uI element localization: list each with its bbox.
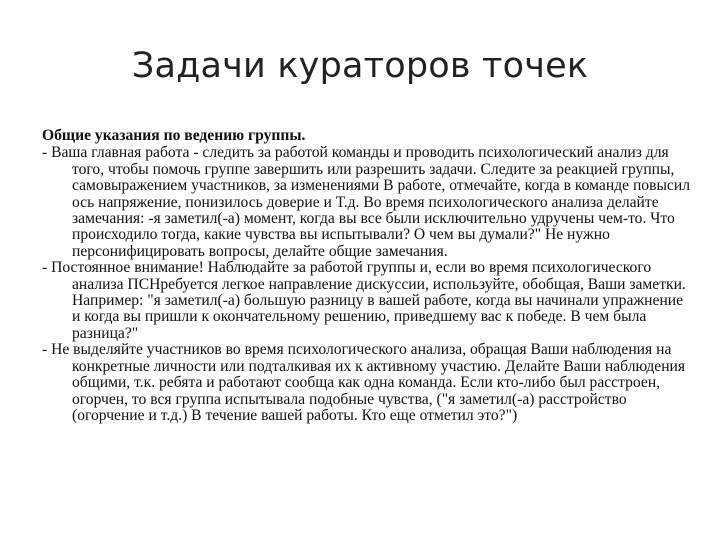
paragraph-do-not-single-out: - Не выделяйте участников во время психологического анализа, обращая Ваши наблюдения на конкретные личности или подталкивая их к активному участию. Делайте Ваши наблюдения общими, т.к. ребята и работают сообща как одна команда. Если кто-либо был расстроен, огорчен, то вся группа испытывала подобные чувства, ("я заметил(-а) расстройство (огорчение и т.д.) В течение вашей работы. Кто еще отметил это?") [42,341,686,424]
section-heading: Общие указания по ведению группы. [42,127,306,144]
paragraph-constant-attention: - Постоянное внимание! Наблюдайте за работой группы и, если во время психологического анализа ПСНребуется легкое направление дискуссии, используйте, обобщая, Ваши заметки. Например: "я заметил(-а) большую разницу в вашей работе, когда вы начинали упражнение и когда вы пришли к окончательному решению, приведшему вас к победе. В чем была разница?" [42,259,686,342]
paragraph-main-work: - Ваша главная работа - следить за работой команды и проводить психологический анализ для того, чтобы помочь группе завершить или разрешить задачи. Следите за реакцией группы, самовыражением участников, за изменениями В работе, отмечайте, когда в команде повысил ось напряжение, понизилось доверие и Т.д. Во время психологического анализа делайте замечания: -я заметил(-а) момент, когда вы все были исключительно удручены чем-то. Что происходило тогда, какие чувства вы испытывали? О чем вы думали?" Не нужно персонифицировать вопросы, делайте общие замечания. [42,144,690,260]
slide-body [42,128,692,424]
slide-title: Задачи кураторов точек [131,46,589,86]
